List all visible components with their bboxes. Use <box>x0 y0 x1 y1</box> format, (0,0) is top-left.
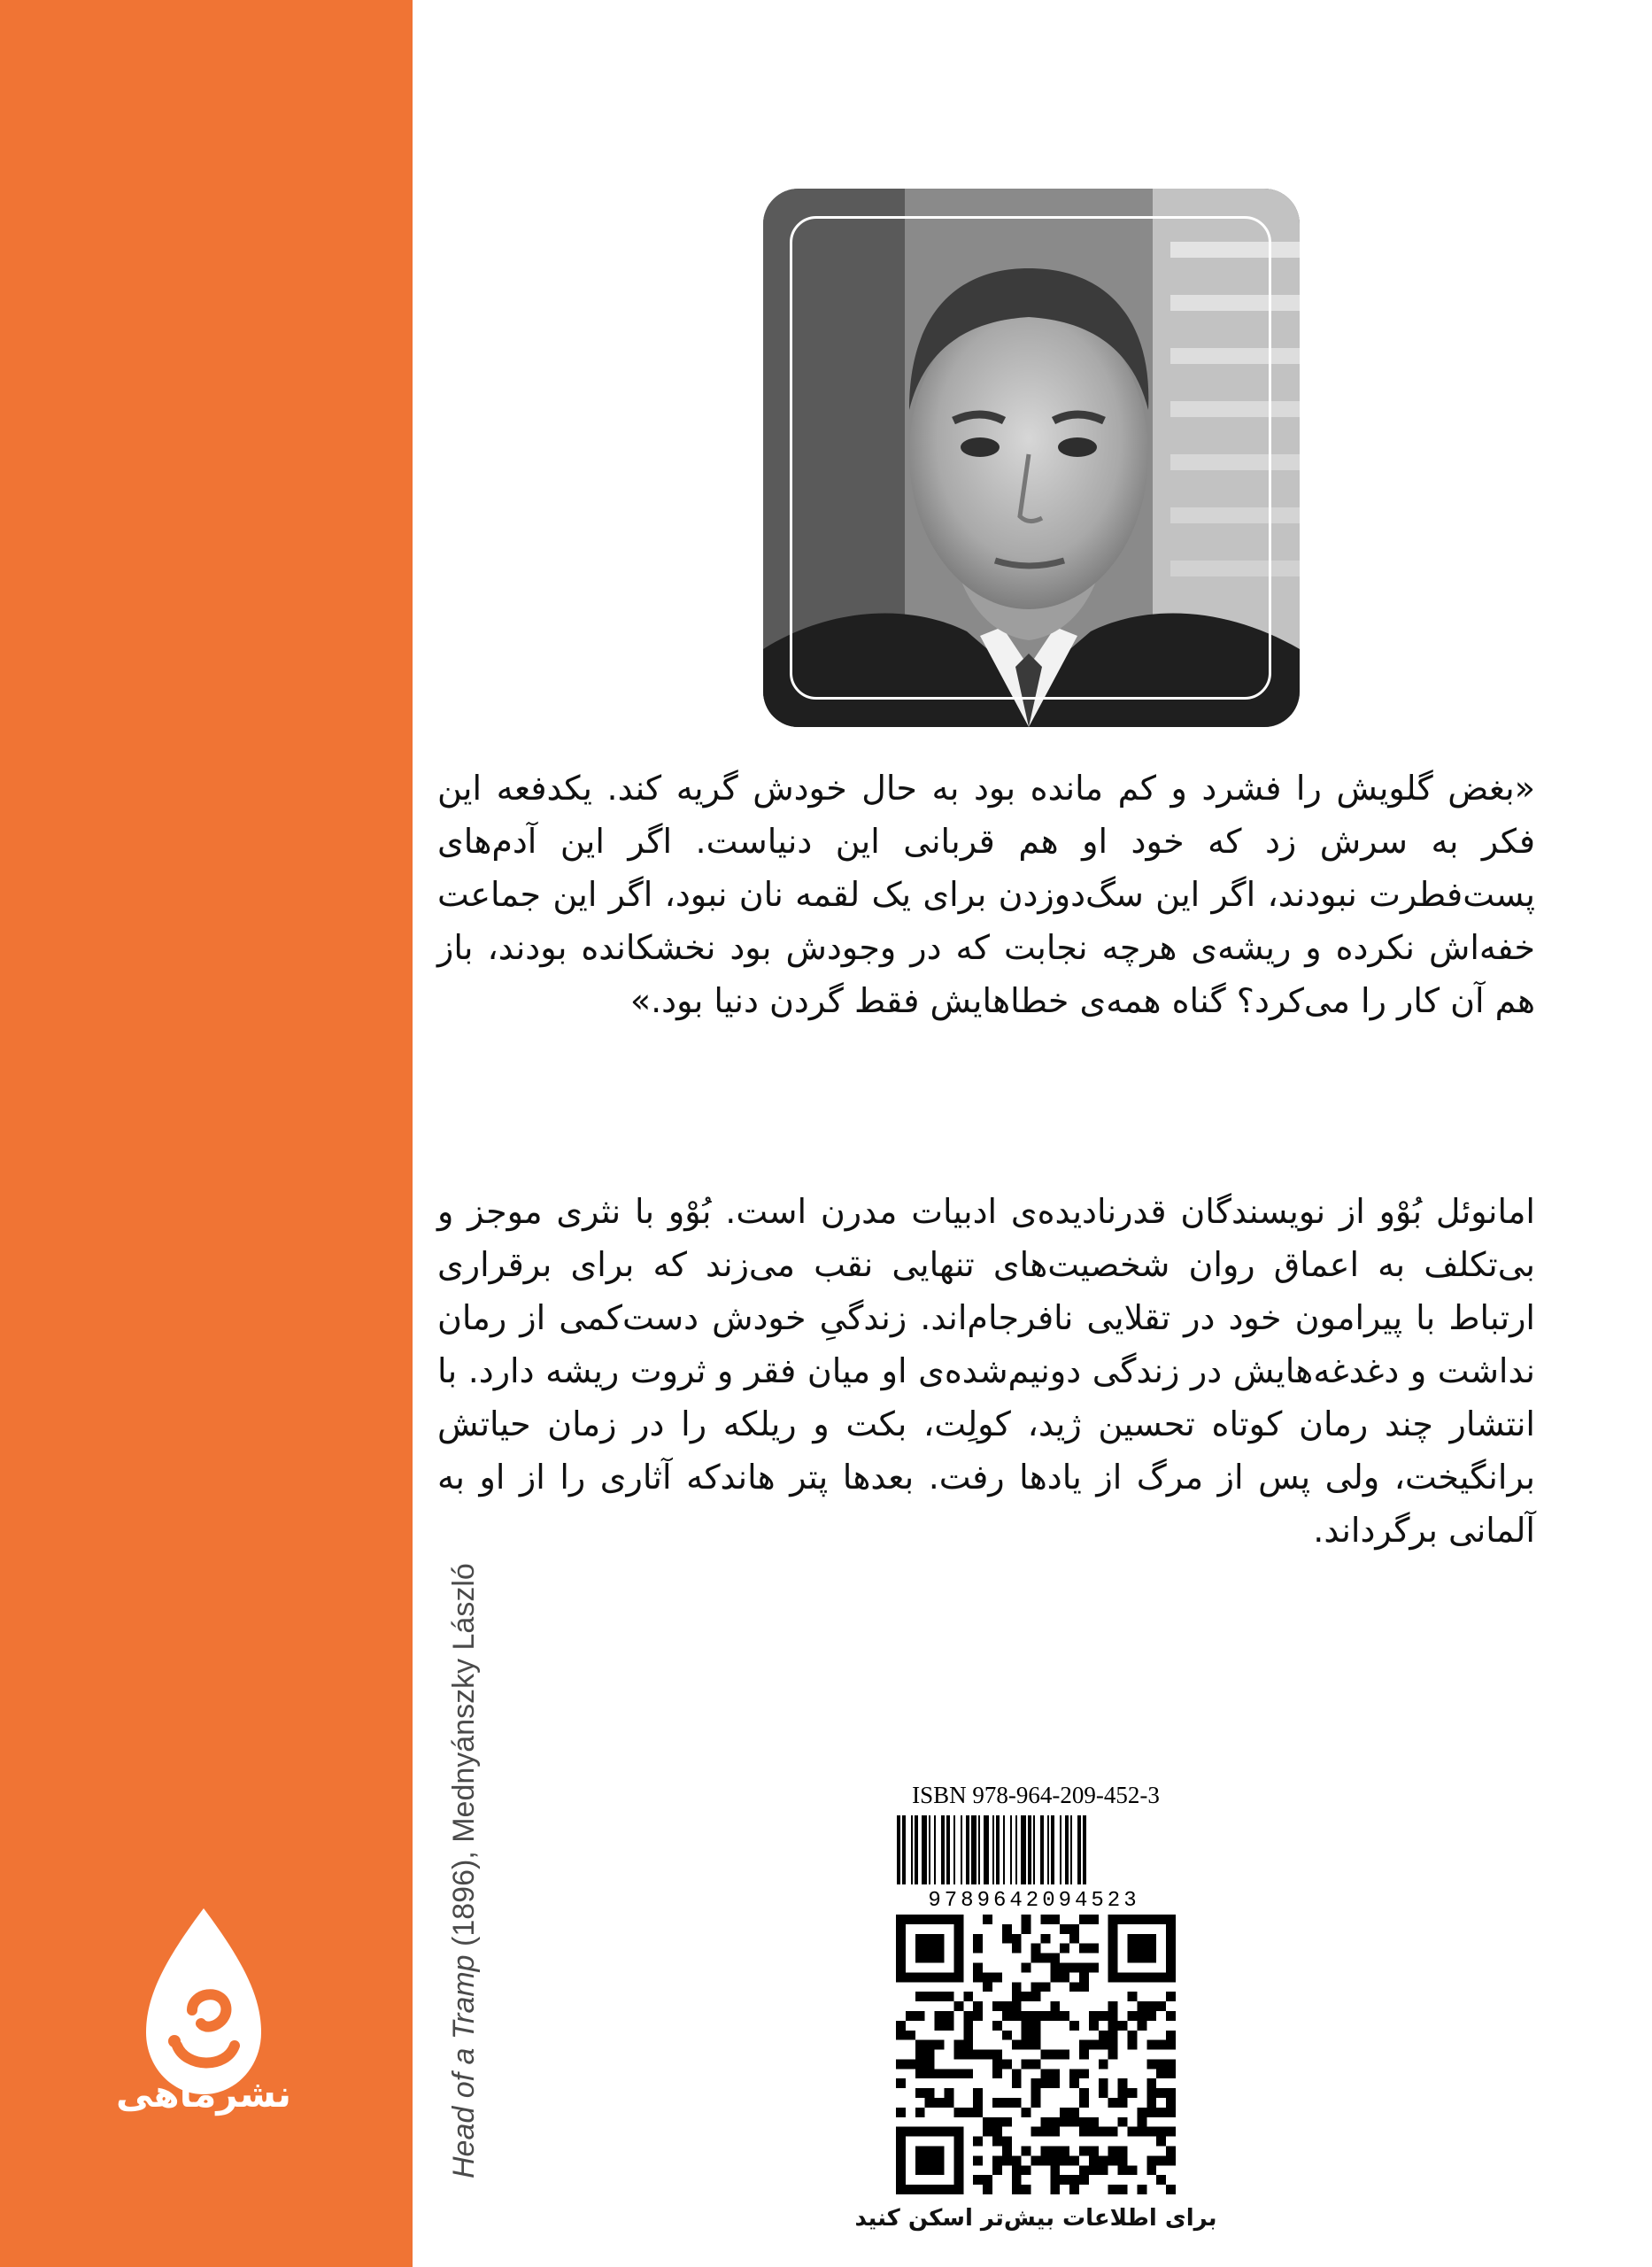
qr-code <box>896 1915 1176 2194</box>
excerpt-quote: «بغض گلویش را فشرد و کم مانده بود به حال خودش گریه کند. یکدفعه این فکر به سرش زد که خود او هم قربانی این دنیاست. اگر این آدم‌های پست‌فطرت نبودند، اگر این سگ‌دوزدن برای یک لقمه نان نبود، اگر این جماعت خفه‌اش نکرده و ریشه‌ی هرچه نجابت که در وجودش بود نخشکانده بودند، باز هم آن کار را می‌کرد؟ گناه همه‌ی خطاهایش فقط گردن دنیا بود.» <box>437 769 1535 1020</box>
barcode <box>892 1812 1177 1909</box>
portrait-frame <box>790 216 1271 700</box>
author-bio: امانوئل بُوْو از نویسندگان قدرنادیده‌ی ادبیات مدرن است. بُوْو با نثری موجز و بی‌تکلف به اعماق روان شخصیت‌های تنهایی نقب می‌زند که برای برقراری ارتباط با پیرامون خود در تقلایی نافرجام‌اند. زندگیِ خودش دست‌کمی از رمان نداشت و دغدغه‌هایش در زندگی دونیم‌شده‌ی او میان فقر و ثروت ریشه دارد. با انتشار چند رمان کوتاه تحسین ژید، کولِت، بکت و ریلکه را در زمان حیاتش برانگیخت، ولی پس از مرگ از یادها رفت. بعدها پتر هاندکه آثاری را از او به آلمانی برگرداند. <box>437 1192 1535 1550</box>
qr-caption: برای اطلاعات بیش‌تر اسکن کنید <box>854 2205 1217 2232</box>
barcode-digits: 9789642094523 <box>928 1889 1140 1909</box>
isbn-label: ISBN 978-964-209-452-3 <box>912 1782 1160 1808</box>
cover-art-details: (1896), Mednyánszky László <box>447 1563 481 1955</box>
publisher-name: نشرماهی <box>115 2072 292 2116</box>
cover-art-credit <box>447 1563 482 2178</box>
cover-art-title: Head of a Tramp <box>447 1954 481 2178</box>
